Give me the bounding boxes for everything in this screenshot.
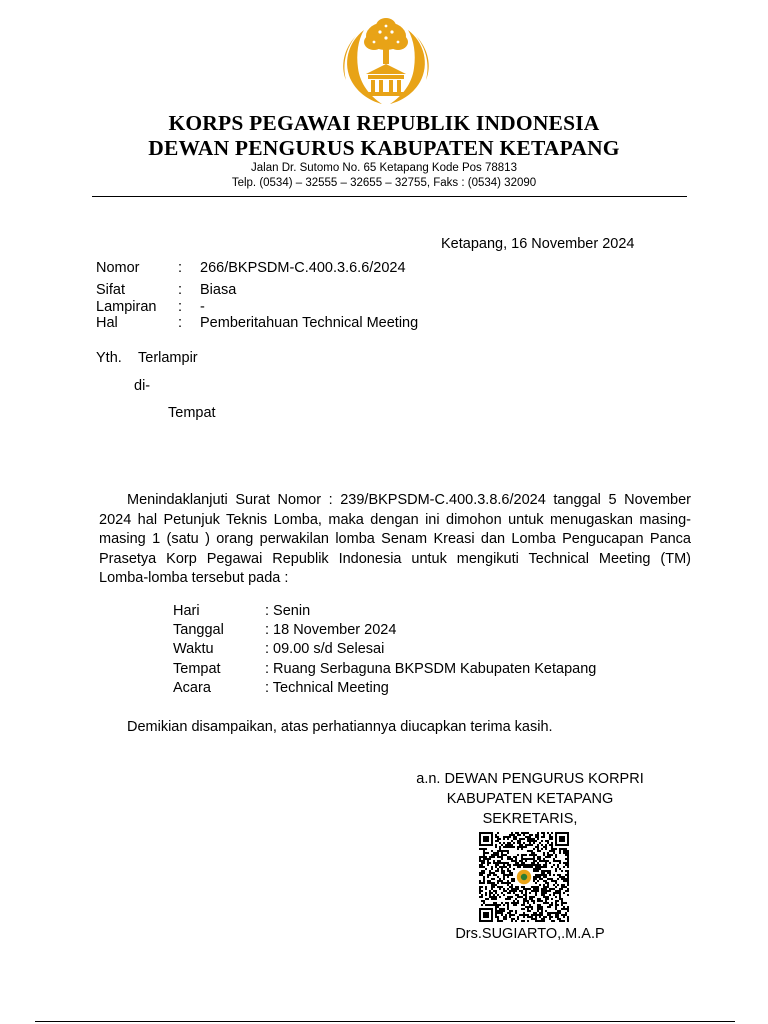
schedule-label-hari: Hari (173, 603, 200, 619)
recipient-place: Tempat (168, 405, 216, 421)
letter-date: Ketapang, 16 November 2024 (441, 236, 635, 252)
schedule-label-acara: Acara (173, 680, 211, 696)
meta-label-nomor: Nomor (96, 260, 140, 276)
body-paragraph (99, 491, 691, 589)
meta-colon: : (178, 315, 183, 331)
meta-label-sifat: Sifat (96, 282, 126, 298)
meta-value-sifat: Biasa (200, 282, 237, 298)
footer-divider (35, 1021, 735, 1022)
schedule-value-hari: : Senin (265, 603, 311, 619)
meta-value-lampiran: - (200, 299, 205, 315)
meta-colon: : (178, 282, 183, 298)
meta-value-nomor: 266/BKPSDM-C.400.3.6.6/2024 (200, 260, 406, 276)
schedule-value-tempat: : Ruang Serbaguna BKPSDM Kabupaten Ketapang (265, 661, 597, 677)
schedule-value-tanggal: : 18 November 2024 (265, 622, 397, 638)
qr-code-signature-icon (479, 832, 569, 922)
schedule-label-tempat: Tempat (173, 661, 221, 677)
signature-line2: KABUPATEN KETAPANG (446, 791, 614, 807)
meta-colon: : (178, 299, 183, 315)
korpri-logo-icon (334, 12, 438, 116)
recipient-name: Terlampir (138, 350, 198, 366)
body-paragraph-text: Menindaklanjuti Surat Nomor : 239/BKPSDM-C.400.3.8.6/2024 tanggal 5 November 2024 hal Petunjuk Teknis Lomba, maka dengan ini dimohon untuk menugaskan masing-masing 1 (satu ) orang perwakilan lomba Senam Kreasi dan Lomba Pengucapan Panca Prasetya Korp Pegawai Republik Indonesia untuk mengikuti Technical Meeting (TM) Lomba-lomba tersebut pada : (99, 492, 691, 587)
meta-colon: : (178, 260, 183, 276)
recipient-yth: Yth. (96, 350, 122, 366)
org-name-line2: DEWAN PENGURUS KABUPATEN KETAPANG (148, 136, 620, 160)
schedule-value-waktu: : 09.00 s/d Selesai (265, 641, 385, 657)
letterhead-divider (92, 196, 687, 197)
phone-fax-line: Telp. (0534) – 32555 – 32655 – 32755, Faks : (0534) 32090 (231, 177, 537, 189)
schedule-label-waktu: Waktu (173, 641, 214, 657)
signature-line3: SEKRETARIS, (482, 811, 578, 827)
address-line: Jalan Dr. Sutomo No. 65 Ketapang Kode Pos 78813 (251, 162, 517, 174)
schedule-value-acara: : Technical Meeting (265, 680, 389, 696)
recipient-di: di- (134, 378, 151, 394)
signature-line1: a.n. DEWAN PENGURUS KORPRI (416, 771, 644, 787)
schedule-label-tanggal: Tanggal (173, 622, 224, 638)
signatory-name: Drs.SUGIARTO,.M.A.P (455, 926, 605, 942)
meta-label-lampiran: Lampiran (96, 299, 157, 315)
meta-label-hal: Hal (96, 315, 118, 331)
org-name-line1: KORPS PEGAWAI REPUBLIK INDONESIA (168, 111, 600, 135)
meta-value-hal: Pemberitahuan Technical Meeting (200, 315, 419, 331)
closing-text: Demikian disampaikan, atas perhatiannya diucapkan terima kasih. (127, 719, 553, 735)
